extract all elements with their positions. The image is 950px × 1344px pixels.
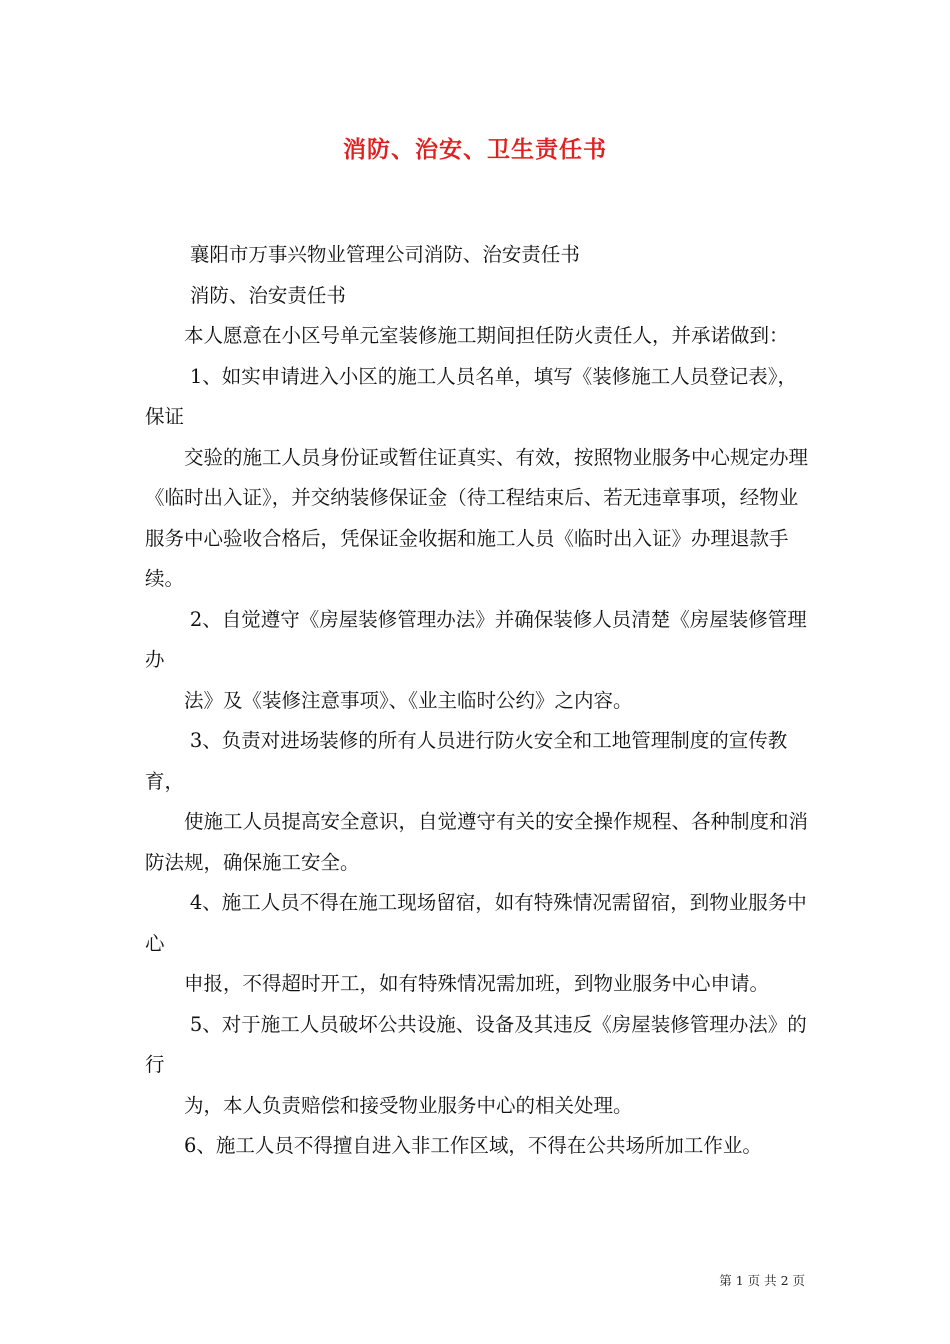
- paragraph: 申报，不得超时开工，如有特殊情况需加班，到物业服务中心申请。: [184, 972, 770, 995]
- paragraph: 1、如实申请进入小区的施工人员名单，填写《装修施工人员登记表》，保证: [145, 364, 798, 428]
- paragraph: 4、施工人员不得在施工现场留宿，如有特殊情况需留宿，到物业服务中心: [145, 891, 807, 955]
- paragraph: 襄阳市万事兴物业管理公司消防、治安责任书: [189, 243, 580, 266]
- paragraph: 法》及《装修注意事项》、《业主临时公约》之内容。: [184, 688, 633, 712]
- paragraph: 3、负责对进场装修的所有人员进行防火安全和工地管理制度的宣传教育，: [145, 729, 788, 793]
- paragraph: 为，本人负责赔偿和接受物业服务中心的相关处理。: [184, 1093, 633, 1117]
- document-body: [145, 235, 810, 1167]
- paragraph: 交验的施工人员身份证或暂住证真实、有效，按照物业服务中心规定办理《临时出入证》，并交纳装修保证金（待工程结束后、若无违章事项，经物业服务中心验收合格后，凭保证金收据和施工人员《临时出入证》办理退款手续。: [145, 445, 809, 590]
- paragraph: 2、自觉遵守《房屋装修管理办法》并确保装修人员清楚《房屋装修管理办: [145, 607, 807, 671]
- paragraph: 5、对于施工人员破坏公共设施、设备及其违反《房屋装修管理办法》的行: [145, 1012, 807, 1076]
- paragraph: 消防、治安责任书: [189, 283, 346, 307]
- paragraph: 本人愿意在小区号单元室装修施工期间担任防火责任人，并承诺做到：: [184, 324, 789, 347]
- paragraph: 6、施工人员不得擅自进入非工作区域，不得在公共场所加工作业。: [184, 1134, 762, 1157]
- paragraph: 使施工人员提高安全意识，自觉遵守有关的安全操作规程、各种制度和消防法规，确保施工安全。: [145, 810, 809, 874]
- page-number: 第 1 页 共 2 页: [719, 1273, 805, 1288]
- document-title: 消防、治安、卫生责任书: [343, 137, 607, 163]
